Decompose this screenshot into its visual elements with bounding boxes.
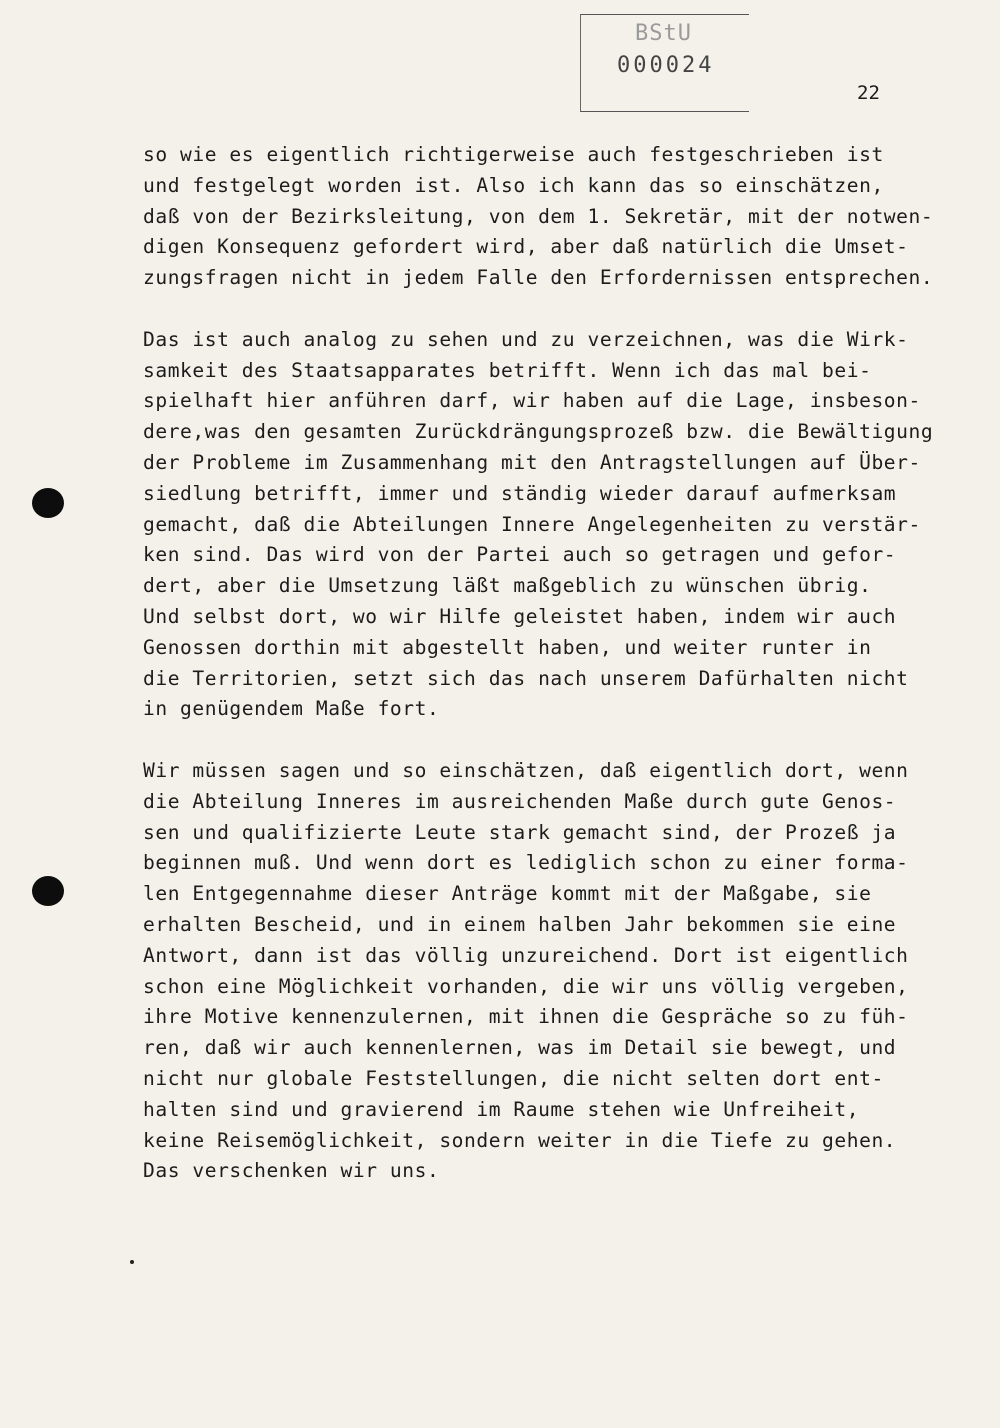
punch-hole-bottom	[32, 876, 64, 906]
text-line: digen Konsequenz gefordert wird, aber daß natürlich die Umset-	[143, 235, 909, 259]
stamp-number: 000024	[617, 53, 715, 78]
text-line: in genügendem Maße fort.	[143, 697, 440, 721]
text-line: Das verschenken wir uns.	[143, 1159, 440, 1183]
text-line: der Probleme im Zusammenhang mit den Antragstellungen auf Über-	[143, 450, 921, 474]
text-line: dert, aber die Umsetzung läßt maßgeblich zu wünschen übrig.	[143, 574, 872, 598]
text-line: Wir müssen sagen und so einschätzen, daß eigentlich dort, wenn	[143, 758, 909, 782]
text-line: daß von der Bezirksleitung, von dem 1. Sekretär, mit der notwen-	[143, 204, 934, 228]
text-line: die Territorien, setzt sich das nach unserem Dafürhalten nicht	[143, 666, 909, 690]
text-line: keine Reisemöglichkeit, sondern weiter in die Tiefe zu gehen.	[143, 1128, 897, 1152]
paragraph-1	[143, 140, 943, 294]
paragraph-gap	[143, 294, 943, 325]
text-line: ken sind. Das wird von der Partei auch so getragen und gefor-	[143, 543, 897, 567]
text-line: die Abteilung Inneres im ausreichenden Maße durch gute Genos-	[143, 789, 897, 813]
text-line: Antwort, dann ist das völlig unzureichend. Dort ist eigentlich	[143, 943, 909, 967]
page-number: 22	[857, 82, 880, 104]
text-line: nicht nur globale Feststellungen, die nicht selten dort ent-	[143, 1066, 884, 1090]
text-line: zungsfragen nicht in jedem Falle den Erfordernissen entsprechen.	[143, 266, 934, 290]
paragraph-gap	[143, 725, 943, 756]
text-line: siedlung betrifft, immer und ständig wieder darauf aufmerksam	[143, 481, 897, 505]
text-line: ihre Motive kennenzulernen, mit ihnen die Gespräche so zu füh-	[143, 1005, 909, 1029]
text-line: erhalten Bescheid, und in einem halben Jahr bekommen sie eine	[143, 912, 897, 936]
paragraph-3	[143, 756, 943, 1187]
text-line: gemacht, daß die Abteilungen Innere Angelegenheiten zu verstär-	[143, 512, 921, 536]
text-line: Genossen dorthin mit abgestellt haben, und weiter runter in	[143, 635, 872, 659]
text-line: und festgelegt worden ist. Also ich kann das so einschätzen,	[143, 173, 884, 197]
text-line: Das ist auch analog zu sehen und zu verzeichnen, was die Wirk-	[143, 327, 909, 351]
archive-stamp	[580, 14, 749, 112]
paragraph-2	[143, 325, 943, 725]
document-body	[143, 140, 943, 1187]
stamp-agency: BStU	[635, 21, 692, 46]
text-line: Und selbst dort, wo wir Hilfe geleistet haben, indem wir auch	[143, 604, 897, 628]
text-line: len Entgegennahme dieser Anträge kommt mit der Maßgabe, sie	[143, 882, 872, 906]
margin-speck	[130, 1260, 134, 1264]
text-line: beginnen muß. Und wenn dort es lediglich schon zu einer forma-	[143, 851, 909, 875]
text-line: halten sind und gravierend im Raume stehen wie Unfreiheit,	[143, 1097, 860, 1121]
text-line: dere,was den gesamten Zurückdrängungsprozeß bzw. die Bewältigung	[143, 420, 934, 444]
text-line: sen und qualifizierte Leute stark gemacht sind, der Prozeß ja	[143, 820, 897, 844]
text-line: so wie es eigentlich richtigerweise auch festgeschrieben ist	[143, 143, 884, 166]
text-line: samkeit des Staatsapparates betrifft. Wenn ich das mal bei-	[143, 358, 872, 382]
text-line: ren, daß wir auch kennenlernen, was im Detail sie bewegt, und	[143, 1036, 897, 1060]
text-line: schon eine Möglichkeit vorhanden, die wir uns völlig vergeben,	[143, 974, 909, 998]
text-line: spielhaft hier anführen darf, wir haben auf die Lage, insbeson-	[143, 389, 921, 413]
punch-hole-top	[32, 488, 64, 518]
